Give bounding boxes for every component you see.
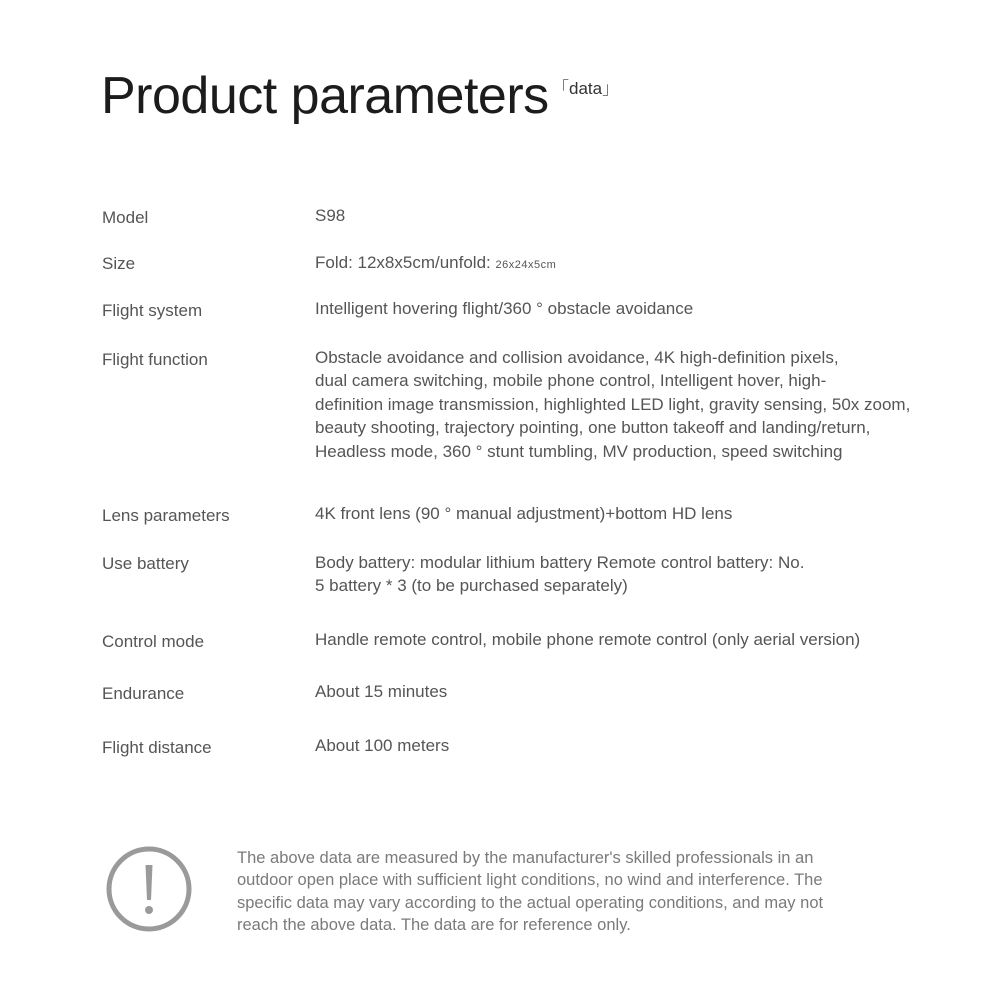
size-unfold-text: 26x24x5cm xyxy=(495,259,557,271)
value-line: 5 battery * 3 (to be purchased separately) xyxy=(315,576,628,596)
value-line: About 15 minutes xyxy=(315,682,448,701)
param-value xyxy=(315,297,975,320)
disclaimer-line: outdoor open place with sufficient light conditions, no wind and interference. The xyxy=(237,871,823,890)
param-value xyxy=(315,502,975,525)
value-line: dual camera switching, mobile phone control, Intelligent hover, high- xyxy=(315,371,827,391)
value-line: 4K front lens (90 ° manual adjustment)+bottom HD lens xyxy=(315,504,733,523)
value-line: Intelligent hovering flight/360 ° obstacle avoidance xyxy=(315,299,694,318)
param-label: Flight distance xyxy=(102,738,212,757)
value-line: Obstacle avoidance and collision avoidance, 4K high-definition pixels, xyxy=(315,348,839,367)
size-fold-text: Fold: 12x8x5cm/unfold: xyxy=(315,253,496,272)
param-value xyxy=(315,204,975,227)
param-label: Control mode xyxy=(102,632,205,651)
value-line: Headless mode, 360 ° stunt tumbling, MV production, speed switching xyxy=(315,441,843,461)
param-value xyxy=(315,734,975,757)
param-value xyxy=(315,628,975,651)
param-label: Lens parameters xyxy=(102,506,230,525)
value-line: definition image transmission, highlighted LED light, gravity sensing, 50x zoom, xyxy=(315,394,911,414)
param-label: Endurance xyxy=(102,684,185,703)
disclaimer-text xyxy=(237,847,937,937)
value-line: beauty shooting, trajectory pointing, one button takeoff and landing/return, xyxy=(315,418,871,438)
page-title: Product parameters xyxy=(101,67,549,125)
disclaimer-line: specific data may vary according to the actual operating conditions, and may not xyxy=(237,893,824,912)
param-label: Model xyxy=(102,208,149,227)
value-line: Handle remote control, mobile phone remote control (only aerial version) xyxy=(315,630,861,649)
param-value xyxy=(315,680,975,703)
exclamation-circle-icon xyxy=(105,845,193,933)
value-line: S98 xyxy=(315,206,346,225)
disclaimer-line: The above data are measured by the manufacturer's skilled professionals in an xyxy=(237,849,814,867)
value-line: About 100 meters xyxy=(315,736,450,755)
param-label: Flight system xyxy=(102,301,203,320)
value-line: Body battery: modular lithium battery Remote control battery: No. xyxy=(315,553,805,572)
param-value xyxy=(315,346,975,463)
param-value xyxy=(315,251,975,277)
param-value xyxy=(315,551,975,598)
disclaimer-line: reach the above data. The data are for reference only. xyxy=(237,916,631,935)
value-line xyxy=(315,251,975,277)
param-label: Use battery xyxy=(102,554,189,573)
title-tag: 「data」 xyxy=(552,79,620,98)
param-label: Size xyxy=(102,254,136,273)
param-label: Flight function xyxy=(102,350,208,369)
